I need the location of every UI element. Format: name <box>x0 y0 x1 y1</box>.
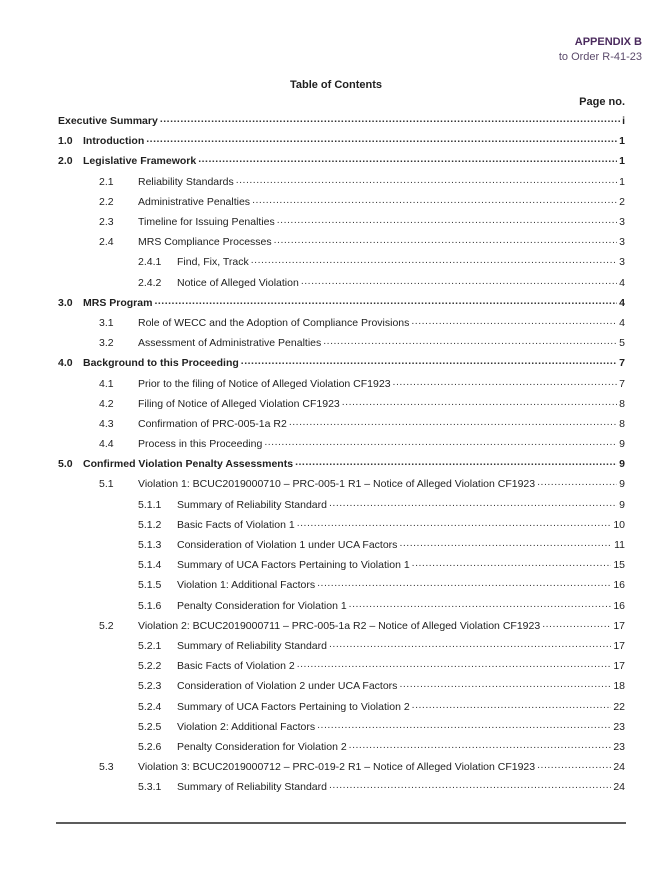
toc-entry-title[interactable]: Filing of Notice of Alleged Violation CF1923 <box>138 397 340 410</box>
toc-entry[interactable] <box>58 313 625 333</box>
toc-entry-number: 2.0 <box>58 155 73 168</box>
toc-entry-page[interactable]: 17 <box>613 619 625 632</box>
toc-entry[interactable] <box>58 616 625 636</box>
toc-entry-page[interactable]: 18 <box>613 680 625 693</box>
toc-entry-title[interactable]: Confirmation of PRC-005-1a R2 <box>138 417 287 430</box>
toc-dot-leader <box>323 337 617 349</box>
toc-dot-leader <box>412 559 612 571</box>
footer-rule <box>56 822 626 824</box>
table-of-contents <box>58 111 625 797</box>
toc-entry-page[interactable]: 17 <box>613 660 625 673</box>
toc-entry-number: 5.3.1 <box>138 781 162 794</box>
toc-entry[interactable] <box>58 212 625 232</box>
toc-entry-title[interactable]: Summary of Reliability Standard <box>177 639 327 652</box>
toc-entry[interactable] <box>58 232 625 252</box>
toc-entry-title[interactable]: Violation 1: Additional Factors <box>177 579 316 592</box>
toc-entry[interactable] <box>58 111 625 131</box>
toc-entry-title[interactable]: Violation 2: BCUC2019000711 – PRC-005-1a R2 – Notice of Alleged Violation CF1923 <box>138 619 541 632</box>
toc-entry[interactable] <box>58 293 625 313</box>
toc-entry-page[interactable]: 23 <box>613 720 625 733</box>
toc-entry-number: 5.2.5 <box>138 720 162 733</box>
toc-entry[interactable] <box>58 131 625 151</box>
toc-entry-number: 5.2.3 <box>138 680 162 693</box>
toc-entry-page[interactable]: 9 <box>619 458 625 471</box>
toc-title: Table of Contents <box>289 79 383 91</box>
toc-entry-page[interactable]: 4 <box>619 296 625 309</box>
page-number-column-label: Page no. <box>579 96 625 108</box>
toc-dot-leader <box>277 216 617 228</box>
toc-entry-number: 5.3 <box>99 761 114 774</box>
toc-entry-title[interactable]: Background to this Proceeding <box>83 357 239 370</box>
toc-entry-number: 2.3 <box>99 216 114 229</box>
toc-entry-title[interactable]: MRS Program <box>83 296 153 309</box>
toc-entry-number: 3.2 <box>99 337 114 350</box>
toc-entry-title[interactable]: Violation 2: Additional Factors <box>177 720 316 733</box>
toc-dot-leader <box>393 378 618 390</box>
toc-entry-title[interactable]: Consideration of Violation 2 under UCA Factors <box>177 680 398 693</box>
toc-entry-page[interactable]: 15 <box>613 559 625 572</box>
toc-entry-title[interactable]: Confirmed Violation Penalty Assessments <box>83 458 294 471</box>
toc-dot-leader <box>329 640 611 652</box>
toc-entry-page[interactable]: 1 <box>619 175 625 188</box>
appendix-header <box>559 35 642 65</box>
toc-dot-leader <box>537 761 611 773</box>
toc-dot-leader <box>297 519 612 531</box>
toc-entry-number: 2.4.1 <box>138 256 162 269</box>
toc-entry-page[interactable]: 4 <box>619 316 625 329</box>
toc-entry-title[interactable]: Penalty Consideration for Violation 1 <box>177 599 347 612</box>
toc-entry-page[interactable]: 9 <box>619 478 625 491</box>
toc-entry-title[interactable]: Find, Fix, Track <box>177 256 249 269</box>
toc-dot-leader <box>160 115 620 127</box>
toc-entry-number: 5.2.6 <box>138 740 162 753</box>
toc-entry-page[interactable]: 24 <box>613 761 625 774</box>
toc-entry-title[interactable]: Introduction <box>83 135 145 148</box>
toc-entry-title[interactable]: Executive Summary <box>58 115 158 128</box>
toc-entry[interactable] <box>58 777 625 797</box>
toc-entry-number: 3.1 <box>99 316 114 329</box>
toc-entry-page[interactable]: 7 <box>619 377 625 390</box>
toc-entry-number: 4.0 <box>58 357 73 370</box>
toc-entry[interactable] <box>58 273 625 293</box>
toc-entry[interactable] <box>58 373 625 393</box>
toc-entry-number: 4.2 <box>99 397 114 410</box>
toc-entry[interactable] <box>58 252 625 272</box>
toc-entry-number: 5.1.5 <box>138 579 162 592</box>
toc-dot-leader <box>146 135 617 147</box>
toc-dot-leader <box>274 236 618 248</box>
toc-dot-leader <box>264 438 617 450</box>
toc-entry-number: 5.0 <box>58 458 73 471</box>
toc-entry-page[interactable]: 16 <box>613 579 625 592</box>
toc-dot-leader <box>317 579 611 591</box>
toc-dot-leader <box>537 478 617 490</box>
toc-entry-number: 5.2.2 <box>138 660 162 673</box>
toc-entry[interactable] <box>58 414 625 434</box>
toc-dot-leader <box>295 458 617 470</box>
toc-dot-leader <box>251 256 617 268</box>
toc-dot-leader <box>542 620 611 632</box>
toc-entry[interactable] <box>58 555 625 575</box>
toc-entry[interactable] <box>58 656 625 676</box>
toc-entry-title[interactable]: Penalty Consideration for Violation 2 <box>177 740 347 753</box>
toc-dot-leader <box>329 781 611 793</box>
toc-entry-title[interactable]: Timeline for Issuing Penalties <box>138 216 275 229</box>
toc-dot-leader <box>411 317 617 329</box>
toc-entry-page[interactable]: 7 <box>619 357 625 370</box>
toc-entry-title[interactable]: Process in this Proceeding <box>138 438 263 451</box>
toc-entry-page[interactable]: 9 <box>619 438 625 451</box>
toc-entry-title[interactable]: Reliability Standards <box>138 175 234 188</box>
toc-dot-leader <box>252 196 617 208</box>
toc-dot-leader <box>399 680 611 692</box>
toc-dot-leader <box>236 176 617 188</box>
toc-entry-page[interactable]: 11 <box>614 539 625 552</box>
toc-entry-page[interactable]: 8 <box>619 397 625 410</box>
toc-entry-page[interactable]: 22 <box>613 700 625 713</box>
toc-entry-page[interactable]: 17 <box>613 639 625 652</box>
toc-entry-page[interactable]: 2 <box>619 195 625 208</box>
toc-entry[interactable] <box>58 676 625 696</box>
toc-entry-title[interactable]: Basic Facts of Violation 1 <box>177 518 295 531</box>
appendix-label: APPENDIX B <box>574 36 642 48</box>
toc-dot-leader <box>399 539 612 551</box>
toc-entry-page[interactable]: 1 <box>619 135 625 148</box>
toc-entry-number: 5.1.3 <box>138 539 162 552</box>
toc-entry-title[interactable]: Role of WECC and the Adoption of Compliance Provisions <box>138 316 410 329</box>
toc-entry-number: 2.4.2 <box>138 276 162 289</box>
toc-entry-title[interactable]: MRS Compliance Processes <box>138 236 272 249</box>
toc-entry-title[interactable]: Notice of Alleged Violation <box>177 276 299 289</box>
toc-entry-number: 4.1 <box>99 377 114 390</box>
toc-entry-number: 5.1.2 <box>138 518 162 531</box>
toc-entry[interactable] <box>58 353 625 373</box>
toc-entry[interactable] <box>58 474 625 494</box>
toc-entry[interactable] <box>58 515 625 535</box>
toc-entry-number: 4.4 <box>99 438 114 451</box>
toc-entry-title[interactable]: Violation 3: BCUC2019000712 – PRC-019-2 R1 – Notice of Alleged Violation CF1923 <box>138 761 536 774</box>
toc-entry-title[interactable]: Assessment of Administrative Penalties <box>138 337 322 350</box>
toc-entry[interactable] <box>58 495 625 515</box>
toc-entry-page[interactable]: 23 <box>613 740 625 753</box>
toc-entry-number: 1.0 <box>58 135 73 148</box>
toc-entry-number: 5.1 <box>99 478 114 491</box>
toc-entry[interactable] <box>58 575 625 595</box>
toc-entry-title[interactable]: Basic Facts of Violation 2 <box>177 660 295 673</box>
toc-entry[interactable] <box>58 454 625 474</box>
toc-entry-title[interactable]: Violation 1: BCUC2019000710 – PRC-005-1 R1 – Notice of Alleged Violation CF1923 <box>138 478 536 491</box>
toc-entry-number: 5.2.4 <box>138 700 162 713</box>
toc-entry-page[interactable]: 4 <box>619 276 625 289</box>
toc-entry[interactable] <box>58 333 625 353</box>
toc-dot-leader <box>301 277 617 289</box>
toc-dot-leader <box>297 660 612 672</box>
toc-dot-leader <box>289 418 617 430</box>
toc-entry[interactable] <box>58 434 625 454</box>
toc-entry-page[interactable]: 16 <box>613 599 625 612</box>
toc-entry-title[interactable]: Summary of UCA Factors Pertaining to Violation 2 <box>177 700 410 713</box>
toc-entry[interactable] <box>58 394 625 414</box>
toc-dot-leader <box>317 721 611 733</box>
toc-entry[interactable] <box>58 172 625 192</box>
toc-entry-page[interactable]: 3 <box>619 256 625 269</box>
toc-entry-page[interactable]: 24 <box>613 781 625 794</box>
toc-dot-leader <box>349 600 612 612</box>
toc-dot-leader <box>412 701 612 713</box>
toc-entry-number: 5.2 <box>99 619 114 632</box>
toc-entry[interactable] <box>58 596 625 616</box>
toc-entry[interactable] <box>58 717 625 737</box>
toc-entry-page[interactable]: 3 <box>619 216 625 229</box>
toc-dot-leader <box>154 297 617 309</box>
toc-entry-page[interactable]: 10 <box>613 518 625 531</box>
toc-entry-title[interactable]: Summary of UCA Factors Pertaining to Violation 1 <box>177 559 410 572</box>
toc-entry[interactable] <box>58 757 625 777</box>
toc-entry-page[interactable]: i <box>622 115 625 128</box>
toc-entry[interactable] <box>58 737 625 757</box>
toc-entry-number: 5.1.4 <box>138 559 162 572</box>
toc-entry-number: 2.4 <box>99 236 114 249</box>
toc-entry-number: 5.1.6 <box>138 599 162 612</box>
toc-entry-page[interactable]: 9 <box>619 498 625 511</box>
toc-entry-number: 4.3 <box>99 417 114 430</box>
toc-entry-title[interactable]: Summary of Reliability Standard <box>177 498 327 511</box>
toc-entry-number: 5.2.1 <box>138 639 162 652</box>
toc-entry-page[interactable]: 5 <box>619 337 625 350</box>
toc-entry-number: 2.2 <box>99 195 114 208</box>
toc-entry-number: 3.0 <box>58 296 73 309</box>
toc-entry-title[interactable]: Prior to the filing of Notice of Alleged Violation CF1923 <box>138 377 391 390</box>
toc-entry[interactable] <box>58 696 625 716</box>
toc-entry-title[interactable]: Consideration of Violation 1 under UCA Factors <box>177 539 398 552</box>
toc-entry-page[interactable]: 3 <box>619 236 625 249</box>
toc-entry[interactable] <box>58 535 625 555</box>
toc-entry[interactable] <box>58 636 625 656</box>
toc-dot-leader <box>198 155 617 167</box>
toc-dot-leader <box>241 357 617 369</box>
toc-dot-leader <box>342 398 617 410</box>
toc-entry-title[interactable]: Administrative Penalties <box>138 195 251 208</box>
toc-entry-page[interactable]: 1 <box>619 155 625 168</box>
toc-entry-page[interactable]: 8 <box>619 417 625 430</box>
toc-entry-title[interactable]: Summary of Reliability Standard <box>177 781 327 794</box>
toc-entry[interactable] <box>58 192 625 212</box>
toc-entry[interactable] <box>58 151 625 171</box>
order-reference: to Order R-41-23 <box>558 51 642 63</box>
toc-dot-leader <box>349 741 612 753</box>
toc-entry-number: 5.1.1 <box>138 498 162 511</box>
toc-dot-leader <box>329 499 617 511</box>
toc-entry-title[interactable]: Legislative Framework <box>83 155 197 168</box>
toc-entry-number: 2.1 <box>99 175 114 188</box>
